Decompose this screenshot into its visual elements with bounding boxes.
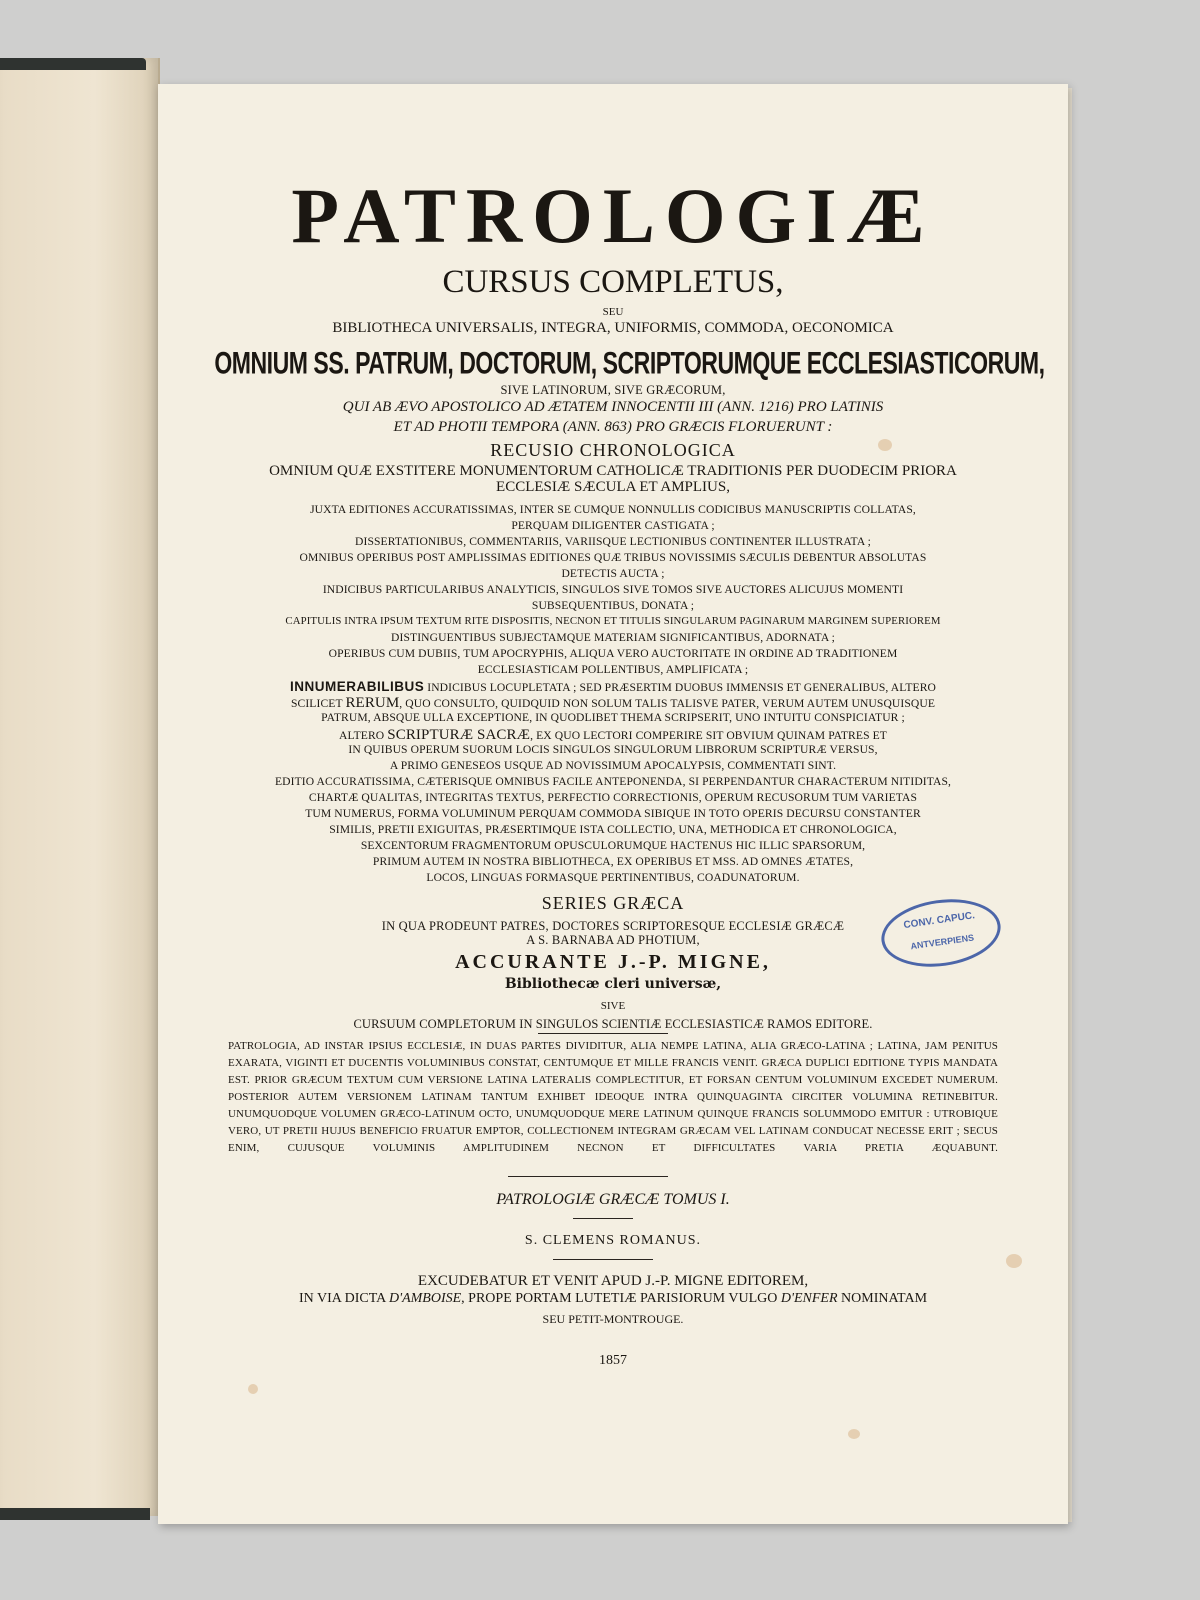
left-page bbox=[0, 58, 160, 1516]
line-3: SIVE LATINORUM, SIVE GRÆCORUM, bbox=[500, 383, 726, 397]
imprint-2a: IN VIA DICTA bbox=[298, 1291, 389, 1306]
line-17: DISTINGUENTIBUS SUBJECTAMQUE MATERIAM SIGNIFICANTIBUS, ADORNATA ; bbox=[391, 631, 835, 644]
line-9: JUXTA EDITIONES ACCURATISSIMAS, INTER SE CUMQUE NONNULLIS CODICIBUS MANUSCRIPTIS COLLATAS, bbox=[310, 503, 916, 516]
line-18: OPERIBUS CUM DUBIIS, TUM APOCRYPHIS, ALIQUA VERO AUCTORITATE IN ORDINE AD TRADITIONEM bbox=[328, 647, 898, 660]
line-16: CAPITULIS INTRA IPSUM TEXTUM RITE DISPOSITIS, NECNON ET TITULIS SINGULARUM PAGINARUM MARGINEM SUPERIOREM bbox=[285, 615, 941, 627]
line-10: PERQUAM DILIGENTER CASTIGATA ; bbox=[511, 519, 715, 532]
author-name: S. CLEMENS ROMANUS. bbox=[524, 1233, 702, 1248]
line-21-start: SCILICET bbox=[290, 697, 346, 710]
stamp-text-bottom: ANTVERPIENS bbox=[909, 932, 975, 952]
description-paragraph: PATROLOGIA, AD INSTAR IPSIUS ECCLESIÆ, IN DUAS PARTES DIVIDITUR, ALIA NEMPE LATINA, ALIA GRÆCO-LATINA ; LATINA, JAM PENITUS EXARATA, VIGINTI ET DUCENTIS VOLUMINIBUS CONSTAT, CENTUMQUE ET MILLE FRANCIS VENIT. GRÆCA DUPLICI EDITIONE TYPIS MANDATA EST. PRIOR GRÆCUM TEXTUM CUM VERSIONE LATINA LATERALIS COMPLECTITUR, ET FORSAN CENTUM VOLUMINUM EXCEDET NUMERUM. POSTERIOR AUTEM VERSIONEM LATINAM TANTUM EXHIBET IDEOQUE INTRA QUINQUAGINTA CIRCITER VOLUMINA RETINEBITUR. UNUMQUODQUE VOLUMEN GRÆCO-LATINUM OCTO, UNUMQUODQUE MERE LATINUM QUINQUE FRANCIS SOLUMMODO EMITUR : UTROBIQUE VERO, UT PRETII HUJUS BENEFICIO FRUATUR EMPTOR, COLLECTIONEM INTEGRAM GRÆCAM VEL LATINAM CONDUCAT NECESSE ERIT ; SECUS ENIM, CUJUSQUE VOLUMINIS AMPLITUDINEM NECNON ET DIFFICULTATES VARIA PRETIA ÆQUABUNT. bbox=[228, 1040, 998, 1154]
line-7: OMNIUM QUÆ EXSTITERE MONUMENTORUM CATHOLICÆ TRADITIONIS PER DUODECIM PRIORA bbox=[269, 463, 957, 479]
stamp-text-top: CONV. CAPUC. bbox=[902, 910, 976, 932]
imprint-line-3: SEU PETIT-MONTROUGE. bbox=[542, 1312, 684, 1326]
line-8: ECCLESIÆ SÆCULA ET AMPLIUS, bbox=[496, 479, 730, 495]
line-6: RECUSIO CHRONOLOGICA bbox=[490, 440, 736, 460]
line-20 bbox=[198, 680, 1028, 694]
line-14: INDICIBUS PARTICULARIBUS ANALYTICIS, SINGULOS SIVE TOMOS SIVE AUCTORES ALICUJUS MOMENTI bbox=[322, 583, 904, 596]
seu-line: SEU bbox=[602, 306, 624, 318]
imprint-2d: D'ENFER bbox=[780, 1291, 838, 1306]
line-28: TUM NUMERUS, FORMA VOLUMINUM PERQUAM COMMODA SIBIQUE IN TOTO OPERIS DECURSU CONSTANTER bbox=[305, 807, 921, 820]
line-39: CURSUUM COMPLETORUM IN SINGULOS SCIENTIÆ ECCLESIASTICÆ RAMOS EDITORE. bbox=[353, 1017, 873, 1031]
book-binding-top bbox=[0, 58, 146, 70]
imprint-2e: NOMINATAM bbox=[837, 1291, 928, 1306]
line-31: PRIMUM AUTEM IN NOSTRA BIBLIOTHECA, EX OPERIBUS ET MSS. AD OMNES ÆTATES, bbox=[372, 855, 854, 868]
line-34: IN QUA PRODEUNT PATRES, DOCTORES SCRIPTORESQUE ECCLESIÆ GRÆCÆ bbox=[381, 919, 845, 933]
imprint-line-1: EXCUDEBATUR ET VENIT APUD J.-P. MIGNE EDITOREM, bbox=[417, 1273, 809, 1289]
publication-year: 1857 bbox=[599, 1353, 627, 1368]
line-22: PATRUM, ABSQUE ULLA EXCEPTIONE, IN QUODLIBET THEMA SCRIPSERIT, UNO INTUITU CONSPICIATUR ; bbox=[321, 711, 905, 724]
scripturae-sacrae-word: SCRIPTURÆ SACRÆ bbox=[387, 727, 531, 743]
foxing-spot bbox=[848, 1429, 860, 1439]
imprint-line-2 bbox=[198, 1292, 1028, 1306]
rerum-word: RERUM bbox=[345, 695, 400, 711]
line-21 bbox=[198, 696, 1028, 711]
title-page bbox=[158, 84, 1068, 1524]
line-5: ET AD PHOTII TEMPORA (ANN. 863) PRO GRÆCIS FLORUERUNT : bbox=[393, 419, 833, 435]
bibliothecae-line: Bibliothecæ cleri universæ, bbox=[504, 976, 722, 992]
divider-rule bbox=[573, 1218, 633, 1219]
line-15: SUBSEQUENTIBUS, DONATA ; bbox=[531, 599, 695, 612]
line-20-rest: INDICIBUS LOCUPLETATA ; SED PRÆSERTIM DUOBUS IMMENSIS ET GENERALIBUS, ALTERO bbox=[424, 681, 937, 694]
line-24: IN QUIBUS OPERUM SUORUM LOCIS SINGULOS SINGULORUM LIBRORUM SCRIPTURÆ VERSUS, bbox=[348, 743, 878, 756]
page-title: PATROLOGIÆ bbox=[291, 172, 935, 259]
imprint-2c: , PROPE PORTAM LUTETIÆ PARISIORUM VULGO bbox=[461, 1291, 781, 1306]
divider-rule bbox=[508, 1176, 668, 1177]
line-12: OMNIBUS OPERIBUS POST AMPLISSIMAS EDITIONES QUÆ TRIBUS NOVISSIMIS SÆCULIS DEBENTUR ABSOLUTAS bbox=[299, 551, 927, 564]
subtitle: CURSUS COMPLETUS, bbox=[442, 264, 784, 300]
line-25: A PRIMO GENESEOS USQUE AD NOVISSIMUM APOCALYPSIS, COMMENTATI SINT. bbox=[389, 759, 837, 772]
line-27: CHARTÆ QUALITAS, INTEGRITAS TEXTUS, PERFECTIO CORRECTIONIS, OPERUM RECUSORUM TUM VARIETAS bbox=[308, 791, 918, 804]
line-11: DISSERTATIONIBUS, COMMENTARIIS, VARIISQUE LECTIONIBUS CONTINENTER ILLUSTRATA ; bbox=[355, 535, 871, 548]
divider-rule bbox=[538, 1033, 668, 1034]
accurante-migne: ACCURANTE J.-P. MIGNE, bbox=[455, 951, 771, 973]
line-19: ECCLESIASTICAM POLLENTIBUS, AMPLIFICATA ; bbox=[477, 663, 749, 676]
line-32: LOCOS, LINGUAS FORMASQUE PERTINENTIBUS, COADUNATORUM. bbox=[426, 871, 800, 884]
line-13: DETECTIS AUCTA ; bbox=[561, 567, 665, 580]
line-4: QUI AB ÆVO APOSTOLICO AD ÆTATEM INNOCENTII III (ANN. 1216) PRO LATINIS bbox=[342, 399, 884, 415]
line-26: EDITIO ACCURATISSIMA, CÆTERISQUE OMNIBUS FACILE ANTEPONENDA, SI PERPENDANTUR CHARACTERUM NITIDITAS, bbox=[274, 775, 952, 788]
tomus-title: PATROLOGIÆ GRÆCÆ TOMUS I. bbox=[496, 1191, 730, 1208]
line-30: SEXCENTORUM FRAGMENTORUM OPUSCULORUMQUE HACTENUS HIC ILLIC SPARSORUM, bbox=[360, 839, 866, 852]
series-graeca: SERIES GRÆCA bbox=[541, 893, 685, 913]
line-2: OMNIUM SS. PATRUM, DOCTORUM, SCRIPTORUMQUE ECCLESIASTICORUM, bbox=[214, 346, 1045, 382]
line-23 bbox=[198, 728, 1028, 743]
book-binding-bottom bbox=[0, 1508, 150, 1520]
divider-rule bbox=[553, 1259, 653, 1260]
line-35: A S. BARNABA AD PHOTIUM, bbox=[526, 933, 700, 947]
page-edge bbox=[1068, 88, 1072, 1522]
line-23-rest: , EX QUO LECTORI COMPERIRE SIT OBVIUM QUINAM PATRES ET bbox=[530, 729, 887, 742]
line-1: BIBLIOTHECA UNIVERSALIS, INTEGRA, UNIFORMIS, COMMODA, OECONOMICA bbox=[332, 320, 894, 336]
line-23-start: ALTERO bbox=[339, 729, 388, 742]
foxing-spot bbox=[1006, 1254, 1022, 1268]
line-21-rest: , QUO CONSULTO, QUIDQUID NON SOLUM TALIS TALISVE PATER, VERUM AUTEM UNUSQUISQUE bbox=[399, 697, 936, 710]
innumerabilibus-word: INNUMERABILIBUS bbox=[289, 679, 425, 694]
line-29: SIMILIS, PRETII EXIGUITAS, PRÆSERTIMQUE ISTA COLLECTIO, UNA, METHODICA ET CHRONOLOGICA, bbox=[329, 823, 897, 836]
sive-line: SIVE bbox=[600, 1000, 626, 1012]
foxing-spot bbox=[248, 1384, 258, 1394]
imprint-2b: D'AMBOISE bbox=[388, 1291, 462, 1306]
